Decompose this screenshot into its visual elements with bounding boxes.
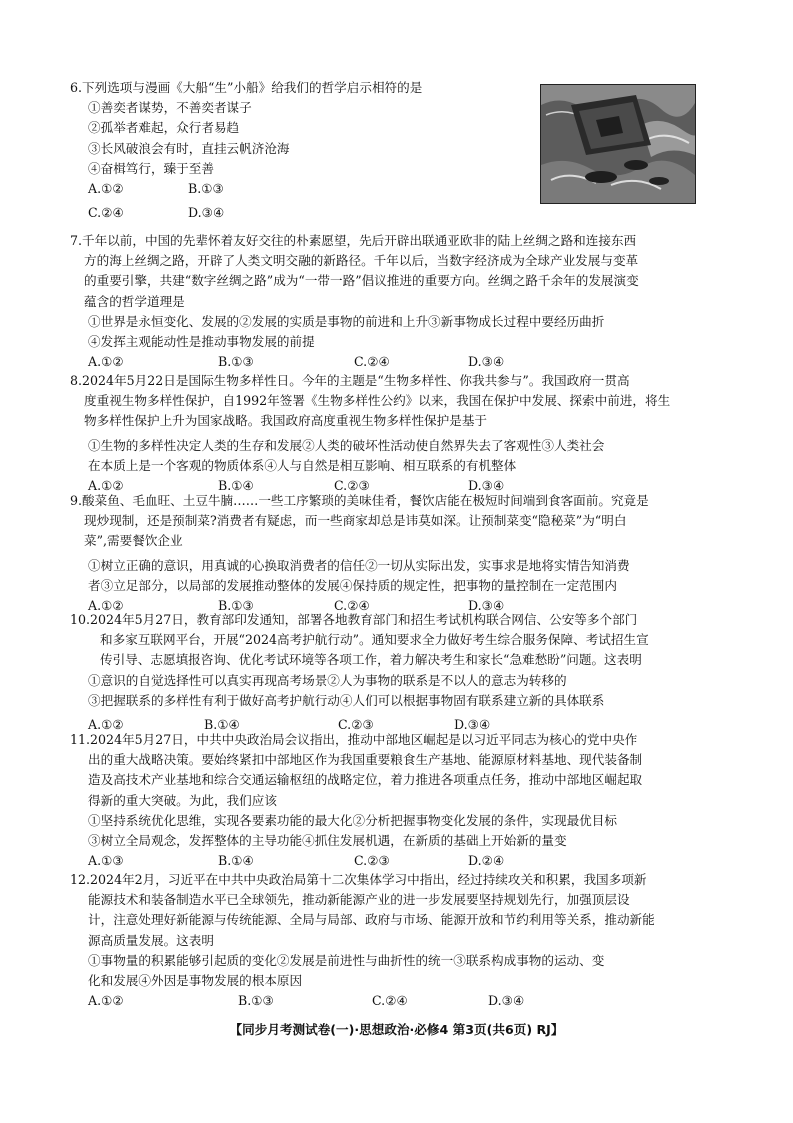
q12-option-c: C.②④ [372,993,408,1009]
q9-option-c: C.②④ [334,598,370,614]
q11-options [70,851,720,871]
q8-statement-line-1: ①生物的多样性决定人类的生存和发展②人类的破坏性活动使自然界失去了客观性③人类社会 [88,437,605,453]
q12-option-a: A.①② [88,993,124,1009]
q11-option-d: D.②④ [468,853,505,869]
q11-line-2: 出的重大战略决策。要始终紧扣中部地区作为我国重要粮食生产基地、能源原材料基地、现代装备制 [88,752,643,768]
q7-line-2: 方的海上丝绸之路，开辟了人类文明交融的新路径。千年以后，当数字经济成为全球产业发展与变革 [84,253,639,269]
q7-option-a: A.①② [88,354,124,370]
q9-line-1: 9.酸菜鱼、毛血旺、土豆牛腩……一些工序繁琐的美味佳肴，餐饮店能在极短时间端到食客面前。究竟是 [70,493,649,508]
q10-statement-line-1: ①意识的自觉选择性可以真实再现高考场景②人为事物的联系是不以人的意志为转移的 [88,672,567,688]
question-12 [70,870,720,1011]
q7-line-3: 的重要引擎，共建“数字丝绸之路”成为“一带一路”倡议推进的重要方向。丝绸之路千余年的发展演变 [84,273,639,289]
q8-option-c: C.②③ [334,478,370,494]
q7-statement-line-2: ④发挥主观能动性是推动事物发展的前提 [88,334,315,350]
q7-option-d: D.③④ [468,354,505,370]
q7-line-1: 7.千年以前，中国的先辈怀着友好交往的朴素愿望，先后开辟出联通亚欧非的陆上丝绸之路和连接东西 [70,233,637,248]
q7-option-b: B.①③ [218,354,254,370]
q10-line-2: 和多家互联网平台，开展“2024高考护航行动”。通知要求全力做好考生综合服务保障、考试招生宣 [100,632,649,648]
q8-statement-line-2: 在本质上是一个客观的物质体系④人与自然是相互影响、相互联系的有机整体 [88,457,517,473]
q12-option-b: B.①③ [238,993,274,1009]
q9-option-d: D.③④ [468,598,505,614]
q6-option-d: D.③④ [188,205,225,221]
q7-option-c: C.②④ [354,354,390,370]
q8-line-2: 度重视生物多样性保护，自1992年签署《生物多样性公约》以来，我国在保护中发展、探索中前进，将生 [84,393,671,409]
q6-option-b: B.①③ [188,181,224,197]
q10-line-1: 10.2024年5月27日，教育部印发通知，部署各地教育部门和招生考试机构联合网信、公安等多个部门 [70,612,638,627]
q11-option-b: B.①④ [218,853,254,869]
q9-option-b: B.①③ [218,598,254,614]
q6-options-row2 [70,203,690,223]
q9-line-2: 现炒现制，还是预制菜?消费者有疑虑，而一些商家却总是讳莫如深。让预制菜变“隐秘菜”为“明白 [84,513,627,529]
q8-option-d: D.③④ [468,478,505,494]
q11-option-c: C.②③ [354,853,390,869]
q9-option-a: A.①② [88,598,124,614]
q8-option-b: B.①④ [218,478,254,494]
q7-statement-line-1: ①世界是永恒变化、发展的②发展的实质是事物的前进和上升③新事物成长过程中要经历曲折 [88,313,605,329]
q12-options [70,991,720,1011]
q12-line-4: 源高质量发展。这表明 [88,932,214,948]
q10-line-3: 传引导、志愿填报咨询、优化考试环境等各项工作，着力解决考生和家长“急难愁盼”问题。这表明 [100,652,642,668]
q9-statement-line-2: 者③立足部分，以局部的发展推动整体的发展④保持质的规定性，把事物的量控制在一定范围内 [88,577,617,593]
q11-statement-line-1: ①坚持系统优化思维，实现各要素功能的最大化②分析把握事物变化发展的条件，实现最优目标 [88,812,617,828]
question-10 [70,610,720,735]
question-11 [70,730,720,871]
q6-statement-1: ①善奕者谋势，不善奕者谋子 [88,100,252,116]
q11-line-4: 得新的重大突破。为此，我们应该 [88,792,277,808]
q8-line-1: 8.2024年5月22日是国际生物多样性日。今年的主题是“生物多样性、你我共参与”。我国政府一贯高 [70,373,630,388]
question-7 [70,231,720,372]
q10-statement-line-2: ③把握联系的多样性有利于做好高考护航行动④人们可以根据事物固有联系建立新的具体联系 [88,692,605,708]
q12-statement-line-1: ①事物量的积累能够引起质的变化②发展是前进性与曲折性的统一③联系构成事物的运动、变 [88,952,605,968]
q7-line-4: 蕴含的哲学道理是 [84,293,185,309]
q8-option-a: A.①② [88,478,124,494]
q10-option-d: D.③④ [454,717,491,733]
q12-line-3: 计，注意处理好新能源与传统能源、全局与局部、政府与市场、能源开放和节约利用等关系，推动新能 [88,912,655,928]
q6-stem: 6.下列选项与漫画《大船“生”小船》给我们的哲学启示相符的是 [70,80,423,95]
q10-option-b: B.①④ [204,717,240,733]
q8-line-3: 物多样性保护上升为国家战略。我国政府高度重视生物多样性保护是基于 [84,413,487,429]
q12-statement-line-2: 化和发展④外因是事物发展的根本原因 [88,973,303,989]
q12-line-2: 能源技术和装备制造水平已全球领先，推动新能源产业的进一步发展要坚持规划先行，加强顶层设 [88,892,630,908]
q12-line-1: 12.2024年2月，习近平在中共中央政治局第十二次集体学习中指出，经过持续攻关和积累，我国多项新 [70,872,647,887]
q9-statement-line-1: ①树立正确的意识，用真诚的心换取消费者的信任②一切从实际出发，实事求是地将实情告知消费 [88,557,630,573]
q6-option-a: A.①② [88,181,124,197]
q6-option-c: C.②④ [88,205,124,221]
cartoon-waves-boats-illustration [541,85,695,203]
q10-option-a: A.①② [88,717,124,733]
q10-option-c: C.②③ [338,717,374,733]
q11-statement-line-2: ③树立全局观念，发挥整体的主导功能④抓住发展机遇，在新质的基础上开始新的量变 [88,833,567,849]
question-9 [70,491,720,616]
q9-line-3: 菜”,需要餐饮企业 [84,533,183,549]
cartoon-image [540,84,696,204]
question-8 [70,371,720,496]
q11-option-a: A.①③ [88,853,124,869]
q7-options [70,352,720,372]
q6-statement-2: ②孤举者难起，众行者易趋 [88,120,240,136]
page-footer: 【同步月考测试卷(一)·思想政治·必修4 第3页(共6页) RJ】 [229,1022,564,1037]
q6-statement-3: ③长风破浪会有时，直挂云帆济沧海 [88,140,290,156]
q6-statement-4: ④奋楫笃行，臻于至善 [88,160,214,176]
q12-option-d: D.③④ [488,993,525,1009]
q11-line-1: 11.2024年5月27日，中共中央政治局会议指出，推动中部地区崛起是以习近平同志为核心的党中央作 [70,732,638,747]
q11-line-3: 造及高技术产业基地和综合交通运输枢纽的战略定位，着力推进各项重点任务，推动中部地区崛起取 [88,772,643,788]
